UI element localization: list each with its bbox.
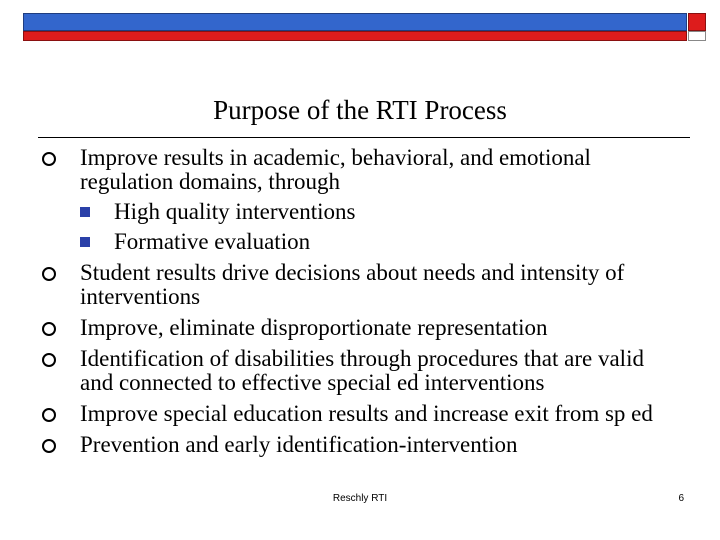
header-red-bar <box>23 31 687 41</box>
bullet-text: Identification of disabilities through procedures that are valid and connected to effective special ed interventions <box>80 346 644 395</box>
bullet-item-3 <box>42 316 682 340</box>
subbullet-item-2 <box>80 230 682 254</box>
slide-title: Purpose of the RTI Process <box>213 95 507 125</box>
hollow-circle-bullet-icon <box>42 408 56 422</box>
subbullet-item-1 <box>80 200 682 224</box>
header-white-square <box>688 31 706 41</box>
slide-footer: Reschly RTI <box>332 493 388 504</box>
title-divider <box>38 137 690 138</box>
header-blue-bar <box>23 13 687 31</box>
bullet-item-5 <box>42 402 682 426</box>
bullet-list <box>42 146 682 464</box>
hollow-circle-bullet-icon <box>42 439 56 453</box>
hollow-circle-bullet-icon <box>42 152 56 166</box>
hollow-circle-bullet-icon <box>42 267 56 281</box>
square-bullet-icon <box>80 237 90 247</box>
page-number: 6 <box>678 493 684 504</box>
bullet-item-4 <box>42 347 682 395</box>
hollow-circle-bullet-icon <box>42 353 56 367</box>
bullet-text: Improve results in academic, behavioral, and emotional regulation domains, through <box>80 145 591 194</box>
hollow-circle-bullet-icon <box>42 322 56 336</box>
bullet-item-1 <box>42 146 682 254</box>
square-bullet-icon <box>80 207 90 217</box>
subbullet-list <box>80 200 682 254</box>
bullet-item-2 <box>42 261 682 309</box>
subbullet-text: High quality interventions <box>114 199 356 224</box>
subbullet-text: Formative evaluation <box>114 229 311 254</box>
bullet-text: Prevention and early identification-intervention <box>80 432 518 457</box>
header-red-square <box>688 13 706 31</box>
bullet-item-6 <box>42 433 682 457</box>
bullet-text: Improve special education results and increase exit from sp ed <box>80 401 653 426</box>
bullet-text: Student results drive decisions about needs and intensity of interventions <box>80 260 625 309</box>
bullet-text: Improve, eliminate disproportionate representation <box>80 315 548 340</box>
